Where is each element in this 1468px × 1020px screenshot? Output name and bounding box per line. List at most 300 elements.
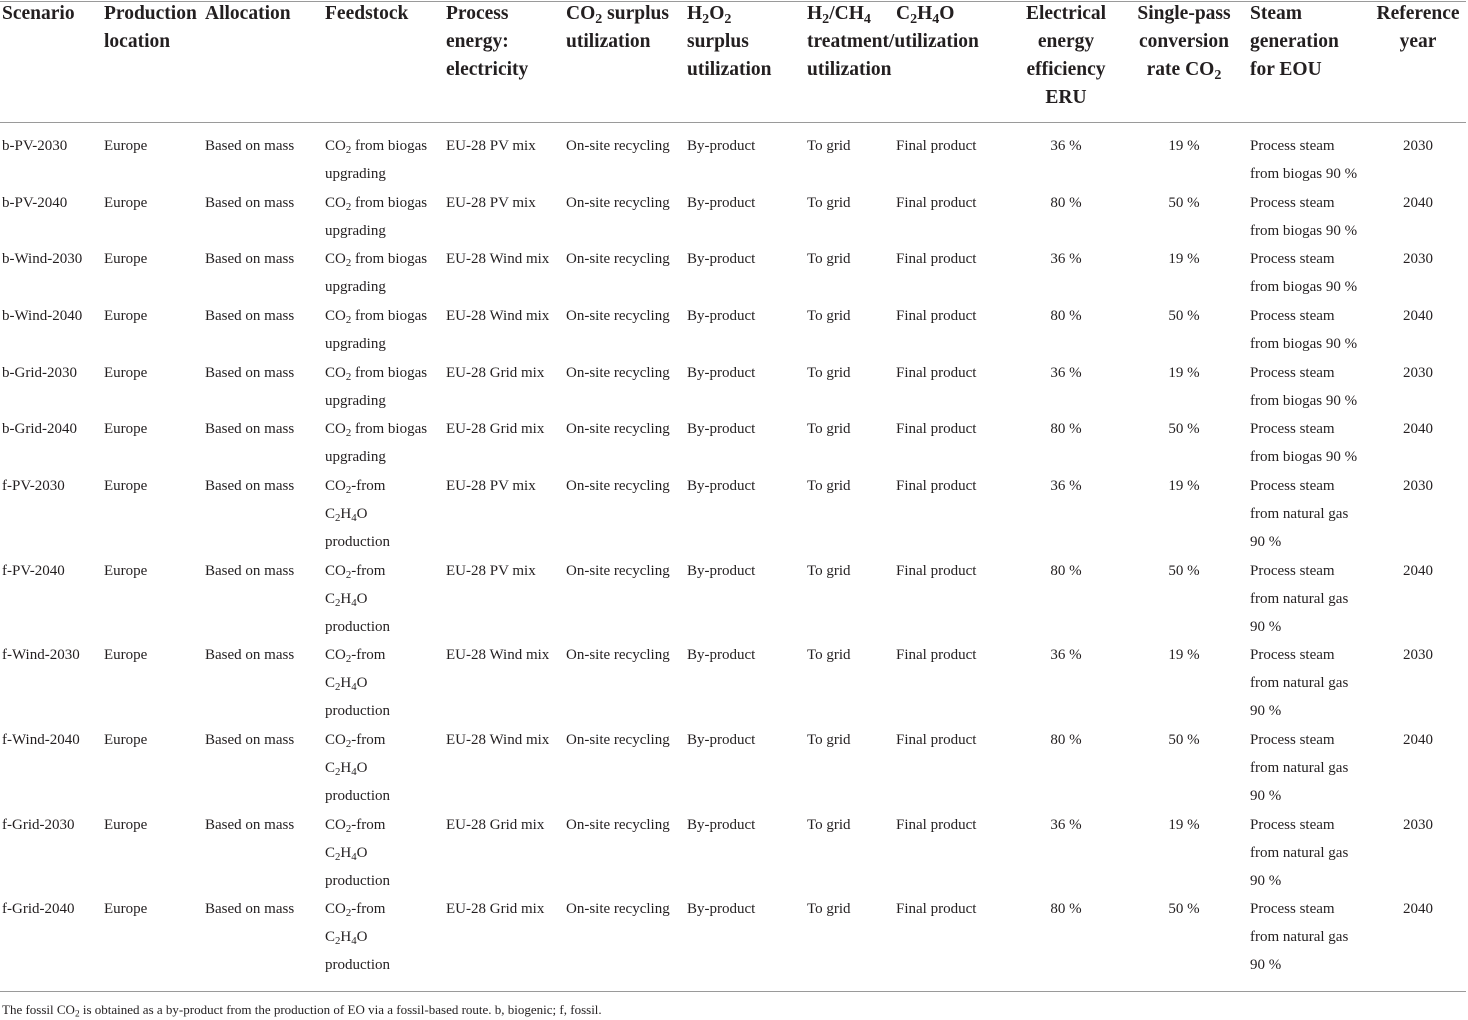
cell-process-energy: [446, 415, 544, 443]
cell-allocation: [205, 472, 294, 500]
cell-electrical-efficiency: [1016, 189, 1116, 217]
header-line: electricity: [446, 59, 529, 80]
cell-h2-ch4-treatment: [807, 641, 851, 669]
cell-line: production: [325, 619, 390, 635]
cell-line: from natural gas: [1250, 506, 1349, 522]
cell-line: By-product: [687, 732, 756, 748]
cell-line: Based on mass: [205, 365, 295, 381]
cell-location: [104, 132, 147, 160]
cell-line: Final product: [896, 647, 977, 663]
cell-line: from biogas 90 %: [1250, 393, 1358, 409]
cell-line: Based on mass: [205, 421, 295, 437]
cell-c2h4o-utilization: [896, 811, 976, 839]
cell-line: To grid: [807, 647, 851, 663]
cell-feedstock: [325, 726, 390, 810]
cell-line: On-site recycling: [566, 138, 670, 154]
header-line: year: [1399, 31, 1437, 52]
cell-co2-surplus: [566, 189, 670, 217]
cell-c2h4o-utilization: [896, 726, 976, 754]
cell-line: upgrading: [325, 336, 386, 352]
header-line: Production: [104, 3, 197, 24]
cell-line: Based on mass: [205, 901, 295, 917]
cell-electrical-efficiency: [1016, 557, 1116, 585]
cell-line: By-product: [687, 308, 756, 324]
cell-line: f-Wind-2030: [2, 647, 80, 663]
cell-line: from natural gas: [1250, 675, 1349, 691]
cell-line: Process steam: [1250, 421, 1335, 437]
cell-line: $CO_2$-from: [325, 647, 386, 666]
cell-h2-ch4-treatment: [807, 895, 851, 923]
cell-line: To grid: [807, 195, 851, 211]
cell-line: $CO_2$-from: [325, 478, 386, 497]
cell-co2-surplus: [566, 302, 670, 330]
cell-line: 50 %: [1168, 732, 1200, 748]
header-allocation: [205, 0, 291, 28]
cell-line: $C_2H_4O$: [325, 591, 368, 610]
cell-line: 80 %: [1050, 421, 1082, 437]
cell-line: Final product: [896, 365, 977, 381]
cell-feedstock: [325, 132, 427, 188]
cell-location: [104, 726, 147, 754]
cell-reference-year: [1368, 641, 1468, 669]
header-line: generation: [1250, 31, 1339, 52]
cell-location: [104, 359, 147, 387]
header-line: surplus: [687, 31, 749, 52]
cell-line: To grid: [807, 732, 851, 748]
cell-process-energy: [446, 359, 544, 387]
cell-line: 90 %: [1250, 873, 1282, 889]
cell-line: production: [325, 957, 390, 973]
cell-line: Europe: [104, 365, 148, 381]
cell-process-energy: [446, 472, 536, 500]
cell-feedstock: [325, 641, 390, 725]
cell-location: [104, 415, 147, 443]
cell-h2-ch4-treatment: [807, 132, 851, 160]
cell-reference-year: [1368, 415, 1468, 443]
cell-conversion-rate: [1134, 245, 1234, 273]
cell-line: b-PV-2040: [2, 195, 68, 211]
header-electrical-efficiency: [1016, 0, 1116, 112]
cell-feedstock: [325, 359, 427, 415]
cell-h2-ch4-treatment: [807, 726, 851, 754]
cell-line: production: [325, 873, 390, 889]
cell-allocation: [205, 726, 294, 754]
cell-process-energy: [446, 132, 536, 160]
header-line: utilization: [807, 59, 892, 80]
cell-feedstock: [325, 895, 390, 979]
cell-scenario: [2, 245, 82, 273]
cell-line: To grid: [807, 563, 851, 579]
cell-line: 19 %: [1168, 817, 1200, 833]
cell-line: $CO_2$-from: [325, 732, 386, 751]
cell-co2-surplus: [566, 557, 670, 585]
cell-line: 2040: [1403, 563, 1433, 579]
cell-process-energy: [446, 189, 536, 217]
cell-line: Europe: [104, 138, 148, 154]
cell-line: On-site recycling: [566, 478, 670, 494]
header-line: rate $CO_2$: [1146, 59, 1222, 83]
cell-line: Based on mass: [205, 732, 295, 748]
header-top-rule: [0, 1, 1466, 2]
cell-line: from natural gas: [1250, 591, 1349, 607]
cell-line: 80 %: [1050, 308, 1082, 324]
cell-reference-year: [1368, 895, 1468, 923]
cell-line: f-Grid-2030: [2, 817, 75, 833]
cell-line: from natural gas: [1250, 760, 1349, 776]
cell-line: Process steam: [1250, 478, 1335, 494]
header-line: Single-pass: [1137, 3, 1231, 24]
cell-c2h4o-utilization: [896, 895, 976, 923]
cell-line: f-Wind-2040: [2, 732, 80, 748]
cell-c2h4o-utilization: [896, 189, 976, 217]
cell-line: EU-28 Grid mix: [446, 365, 545, 381]
cell-co2-surplus: [566, 472, 670, 500]
cell-location: [104, 189, 147, 217]
cell-line: 80 %: [1050, 563, 1082, 579]
header-location: [104, 0, 197, 56]
cell-line: 80 %: [1050, 732, 1082, 748]
cell-process-energy: [446, 641, 549, 669]
cell-electrical-efficiency: [1016, 132, 1116, 160]
cell-h2o2-surplus: [687, 641, 755, 669]
cell-feedstock: [325, 415, 427, 471]
cell-line: 2040: [1403, 732, 1433, 748]
cell-conversion-rate: [1134, 359, 1234, 387]
cell-scenario: [2, 359, 77, 387]
cell-scenario: [2, 472, 65, 500]
cell-line: EU-28 PV mix: [446, 138, 536, 154]
cell-line: from biogas 90 %: [1250, 279, 1358, 295]
cell-process-energy: [446, 811, 544, 839]
cell-line: On-site recycling: [566, 563, 670, 579]
header-line: efficiency: [1026, 59, 1106, 80]
header-c2h4o-utilization: [896, 0, 954, 28]
header-line: energy: [1037, 31, 1095, 52]
cell-line: EU-28 Wind mix: [446, 308, 550, 324]
cell-line: $C_2H_4O$: [325, 760, 368, 779]
header-line: location: [104, 31, 171, 52]
cell-line: 50 %: [1168, 308, 1200, 324]
cell-line: To grid: [807, 365, 851, 381]
cell-line: upgrading: [325, 223, 386, 239]
cell-allocation: [205, 189, 294, 217]
cell-line: Europe: [104, 647, 148, 663]
cell-co2-surplus: [566, 132, 670, 160]
cell-line: $CO_2$ from biogas: [325, 365, 428, 384]
header-line: $C_2H_4O$: [896, 3, 955, 27]
cell-line: 50 %: [1168, 563, 1200, 579]
cell-line: 80 %: [1050, 195, 1082, 211]
header-line: utilization: [687, 59, 772, 80]
cell-line: On-site recycling: [566, 251, 670, 267]
header-line: Reference: [1376, 3, 1460, 24]
cell-c2h4o-utilization: [896, 359, 976, 387]
cell-conversion-rate: [1134, 472, 1234, 500]
cell-allocation: [205, 359, 294, 387]
cell-location: [104, 245, 147, 273]
header-bottom-rule: [0, 122, 1466, 123]
cell-conversion-rate: [1134, 641, 1234, 669]
cell-allocation: [205, 132, 294, 160]
header-line: Allocation: [205, 3, 291, 24]
cell-line: production: [325, 788, 390, 804]
cell-line: 2040: [1403, 308, 1433, 324]
header-line: utilization: [566, 31, 651, 52]
table-bottom-rule: [0, 991, 1466, 992]
cell-line: 90 %: [1250, 619, 1282, 635]
cell-conversion-rate: [1134, 557, 1234, 585]
cell-steam-generation: [1250, 811, 1348, 895]
cell-scenario: [2, 641, 80, 669]
cell-line: 80 %: [1050, 901, 1082, 917]
cell-line: Final product: [896, 421, 977, 437]
cell-conversion-rate: [1134, 895, 1234, 923]
cell-line: b-Wind-2040: [2, 308, 83, 324]
cell-reference-year: [1368, 472, 1468, 500]
cell-line: 2030: [1403, 365, 1433, 381]
cell-c2h4o-utilization: [896, 132, 976, 160]
cell-line: Process steam: [1250, 563, 1335, 579]
cell-line: 19 %: [1168, 478, 1200, 494]
cell-line: Process steam: [1250, 308, 1335, 324]
cell-line: 2030: [1403, 647, 1433, 663]
cell-conversion-rate: [1134, 415, 1234, 443]
cell-h2o2-surplus: [687, 472, 755, 500]
cell-reference-year: [1368, 302, 1468, 330]
cell-h2o2-surplus: [687, 557, 755, 585]
cell-h2o2-surplus: [687, 895, 755, 923]
cell-process-energy: [446, 726, 549, 754]
cell-c2h4o-utilization: [896, 641, 976, 669]
cell-line: On-site recycling: [566, 901, 670, 917]
header-line: $H_2O_2$: [687, 3, 732, 27]
cell-line: $C_2H_4O$: [325, 506, 368, 525]
cell-line: EU-28 PV mix: [446, 478, 536, 494]
cell-conversion-rate: [1134, 189, 1234, 217]
cell-line: b-Wind-2030: [2, 251, 83, 267]
cell-line: $CO_2$ from biogas: [325, 138, 428, 157]
cell-electrical-efficiency: [1016, 895, 1116, 923]
header-h2o2-surplus: [687, 0, 772, 84]
cell-line: Final product: [896, 901, 977, 917]
header-process-energy: [446, 0, 528, 84]
header-line: ERU: [1045, 87, 1087, 108]
cell-co2-surplus: [566, 895, 670, 923]
cell-line: f-PV-2030: [2, 478, 65, 494]
header-line: treatment/utilization: [807, 31, 979, 52]
cell-process-energy: [446, 302, 549, 330]
cell-line: 90 %: [1250, 534, 1282, 550]
cell-h2o2-surplus: [687, 415, 755, 443]
cell-line: 2040: [1403, 195, 1433, 211]
cell-line: By-product: [687, 365, 756, 381]
cell-line: 50 %: [1168, 195, 1200, 211]
cell-line: from biogas 90 %: [1250, 223, 1358, 239]
cell-allocation: [205, 811, 294, 839]
cell-conversion-rate: [1134, 726, 1234, 754]
cell-line: Based on mass: [205, 195, 295, 211]
header-line: conversion: [1139, 31, 1229, 52]
cell-reference-year: [1368, 189, 1468, 217]
cell-feedstock: [325, 472, 390, 556]
cell-line: To grid: [807, 251, 851, 267]
cell-steam-generation: [1250, 415, 1357, 471]
header-line: Process: [446, 3, 509, 24]
cell-line: $C_2H_4O$: [325, 675, 368, 694]
cell-allocation: [205, 415, 294, 443]
cell-line: f-Grid-2040: [2, 901, 75, 917]
cell-line: $CO_2$ from biogas: [325, 195, 428, 214]
cell-electrical-efficiency: [1016, 641, 1116, 669]
cell-steam-generation: [1250, 359, 1357, 415]
cell-line: Based on mass: [205, 478, 295, 494]
cell-location: [104, 641, 147, 669]
cell-feedstock: [325, 302, 427, 358]
cell-line: Europe: [104, 817, 148, 833]
header-line: Steam: [1250, 3, 1302, 24]
cell-electrical-efficiency: [1016, 302, 1116, 330]
cell-line: 36 %: [1050, 365, 1082, 381]
cell-line: $CO_2$-from: [325, 563, 386, 582]
cell-line: Final product: [896, 563, 977, 579]
header-scenario: [2, 0, 75, 28]
cell-line: EU-28 Grid mix: [446, 817, 545, 833]
cell-steam-generation: [1250, 557, 1348, 641]
cell-line: To grid: [807, 421, 851, 437]
cell-line: 50 %: [1168, 901, 1200, 917]
header-line: $H_2/CH_4$: [807, 3, 871, 27]
cell-line: To grid: [807, 478, 851, 494]
cell-line: Process steam: [1250, 365, 1335, 381]
cell-line: upgrading: [325, 393, 386, 409]
cell-line: b-Grid-2030: [2, 365, 77, 381]
cell-line: Based on mass: [205, 251, 295, 267]
header-line: $CO_2$ surplus: [566, 3, 669, 27]
cell-location: [104, 302, 147, 330]
cell-line: By-product: [687, 421, 756, 437]
cell-c2h4o-utilization: [896, 557, 976, 585]
cell-line: Process steam: [1250, 195, 1335, 211]
cell-line: from biogas 90 %: [1250, 166, 1358, 182]
cell-h2-ch4-treatment: [807, 245, 851, 273]
cell-scenario: [2, 132, 67, 160]
cell-line: upgrading: [325, 449, 386, 465]
cell-line: 36 %: [1050, 138, 1082, 154]
cell-allocation: [205, 641, 294, 669]
cell-line: Final product: [896, 817, 977, 833]
cell-h2-ch4-treatment: [807, 302, 851, 330]
cell-h2o2-surplus: [687, 189, 755, 217]
cell-line: 90 %: [1250, 703, 1282, 719]
cell-line: $CO_2$ from biogas: [325, 421, 428, 440]
cell-line: Final product: [896, 732, 977, 748]
cell-process-energy: [446, 895, 544, 923]
cell-line: b-PV-2030: [2, 138, 68, 154]
cell-location: [104, 811, 147, 839]
cell-line: upgrading: [325, 279, 386, 295]
cell-steam-generation: [1250, 895, 1348, 979]
cell-line: $CO_2$ from biogas: [325, 251, 428, 270]
cell-line: Europe: [104, 563, 148, 579]
cell-line: upgrading: [325, 166, 386, 182]
cell-reference-year: [1368, 726, 1468, 754]
cell-line: EU-28 Wind mix: [446, 732, 550, 748]
cell-line: By-product: [687, 647, 756, 663]
cell-co2-surplus: [566, 726, 670, 754]
cell-steam-generation: [1250, 302, 1357, 358]
cell-co2-surplus: [566, 811, 670, 839]
cell-line: $C_2H_4O$: [325, 929, 368, 948]
cell-process-energy: [446, 245, 549, 273]
cell-scenario: [2, 811, 74, 839]
cell-line: from natural gas: [1250, 845, 1349, 861]
cell-line: 36 %: [1050, 478, 1082, 494]
cell-electrical-efficiency: [1016, 359, 1116, 387]
header-conversion-rate: [1134, 0, 1234, 84]
cell-line: Europe: [104, 421, 148, 437]
cell-line: Europe: [104, 478, 148, 494]
cell-h2-ch4-treatment: [807, 472, 851, 500]
cell-line: By-product: [687, 138, 756, 154]
cell-line: $C_2H_4O$: [325, 845, 368, 864]
cell-scenario: [2, 726, 80, 754]
cell-line: 19 %: [1168, 647, 1200, 663]
cell-line: EU-28 Grid mix: [446, 901, 545, 917]
cell-steam-generation: [1250, 245, 1357, 301]
cell-line: Process steam: [1250, 901, 1335, 917]
cell-allocation: [205, 302, 294, 330]
cell-location: [104, 557, 147, 585]
cell-electrical-efficiency: [1016, 472, 1116, 500]
cell-line: By-product: [687, 817, 756, 833]
cell-reference-year: [1368, 245, 1468, 273]
cell-scenario: [2, 189, 67, 217]
cell-electrical-efficiency: [1016, 811, 1116, 839]
cell-line: 2030: [1403, 817, 1433, 833]
cell-h2o2-surplus: [687, 811, 755, 839]
cell-line: To grid: [807, 817, 851, 833]
header-line: Scenario: [2, 3, 75, 24]
cell-line: production: [325, 534, 390, 550]
cell-line: By-product: [687, 478, 756, 494]
cell-line: from natural gas: [1250, 929, 1349, 945]
cell-line: On-site recycling: [566, 647, 670, 663]
header-steam-generation: [1250, 0, 1339, 84]
cell-line: 2030: [1403, 478, 1433, 494]
cell-h2-ch4-treatment: [807, 359, 851, 387]
cell-line: EU-28 Wind mix: [446, 251, 550, 267]
cell-conversion-rate: [1134, 811, 1234, 839]
header-co2-surplus: [566, 0, 669, 56]
cell-reference-year: [1368, 132, 1468, 160]
cell-co2-surplus: [566, 415, 670, 443]
cell-line: f-PV-2040: [2, 563, 65, 579]
cell-line: 19 %: [1168, 251, 1200, 267]
cell-line: Final product: [896, 478, 977, 494]
cell-line: On-site recycling: [566, 732, 670, 748]
cell-line: To grid: [807, 901, 851, 917]
cell-line: EU-28 PV mix: [446, 195, 536, 211]
cell-line: 50 %: [1168, 421, 1200, 437]
header-line: for EOU: [1250, 59, 1322, 80]
cell-line: 36 %: [1050, 817, 1082, 833]
cell-co2-surplus: [566, 245, 670, 273]
cell-line: $CO_2$-from: [325, 817, 386, 836]
cell-electrical-efficiency: [1016, 415, 1116, 443]
cell-line: On-site recycling: [566, 308, 670, 324]
cell-steam-generation: [1250, 132, 1357, 188]
cell-line: By-product: [687, 251, 756, 267]
